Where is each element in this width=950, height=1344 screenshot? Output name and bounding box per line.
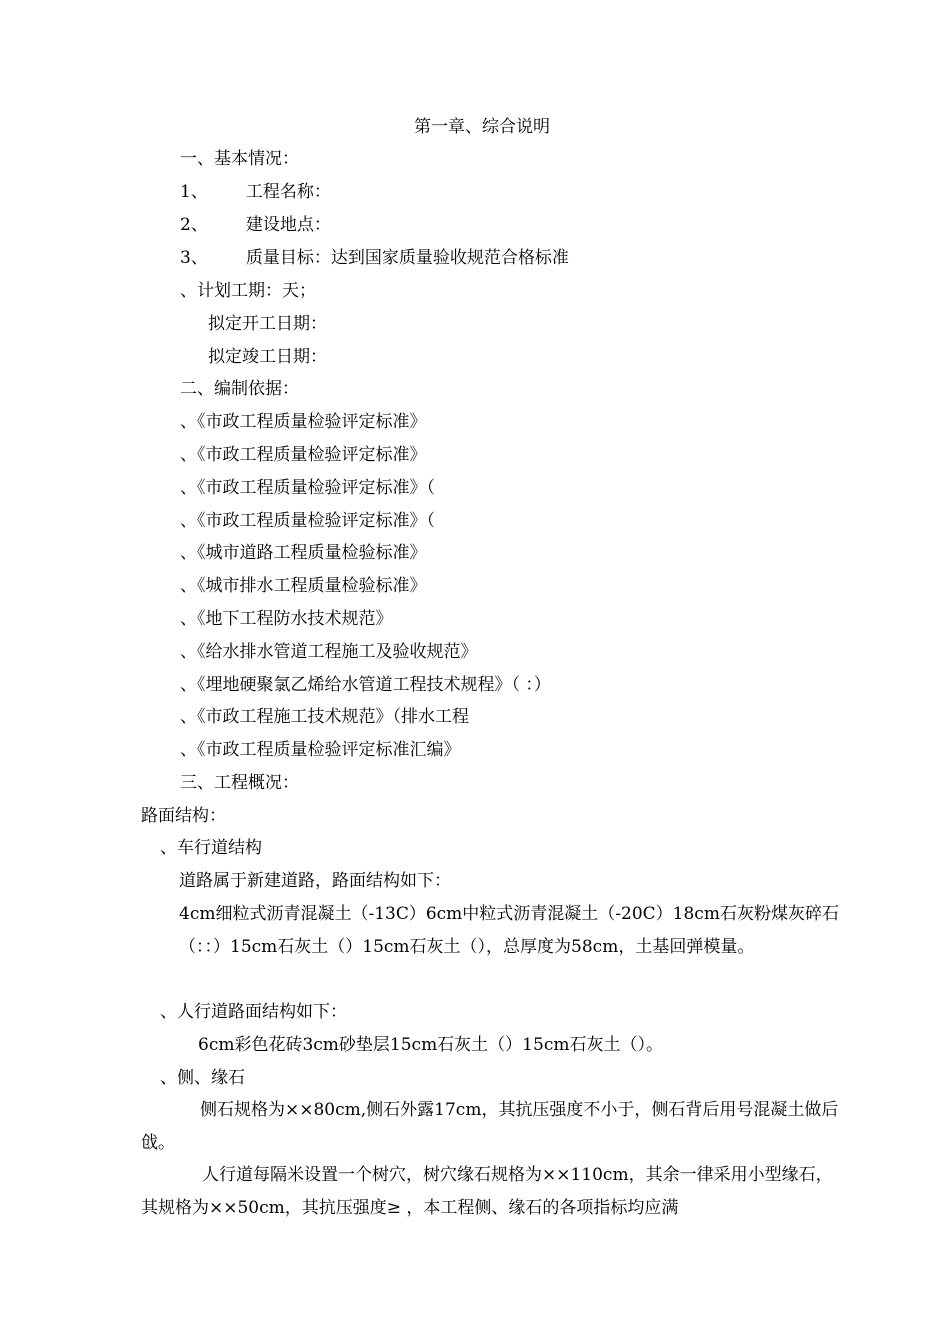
item-text: 建设地点：: [245, 215, 331, 235]
schedule-line: 、计划工期：天；: [180, 281, 316, 301]
curb-paragraph-1: 侧石规格为××80cm,侧石外露17cm，其抗压强度不小于，侧石背后用号混凝土做后戗。: [141, 1100, 839, 1153]
end-date-line: 拟定竣工日期：: [208, 347, 327, 367]
reference-item: 、《市政工程质量检验评定标准》（: [180, 478, 435, 498]
item-number: 3、: [180, 248, 208, 268]
curb-heading: 、侧、缘石: [160, 1068, 245, 1088]
sidewalk-heading: 、人行道路面结构如下：: [160, 1002, 347, 1022]
reference-item: 、《给水排水管道工程施工及验收规范》: [180, 642, 478, 662]
item-number: 2、: [180, 215, 208, 235]
reference-item: 、《市政工程质量检验评定标准汇编》: [180, 740, 461, 760]
sidewalk-layers: 6cm彩色花砖3cm砂垫层15cm石灰土（）15cm石灰土（）。: [198, 1035, 663, 1055]
section1-heading: 一、基本情况：: [180, 149, 299, 169]
carriageway-heading: 、车行道结构: [160, 838, 262, 858]
section2-heading: 二、编制依据：: [180, 379, 299, 399]
item-quality-target: [180, 247, 569, 269]
reference-item: 、《埋地硬聚氯乙烯给水管道工程技术规程》（ ：）: [180, 675, 551, 695]
section3-heading: 三、工程概况：: [180, 773, 299, 793]
item-site: [180, 214, 331, 236]
chapter-title: 第一章、综合说明: [414, 117, 550, 137]
reference-item: 、《城市道路工程质量检验标准》: [180, 543, 427, 563]
item-text: 质量目标：达到国家质量验收规范合格标准: [245, 248, 569, 268]
carriageway-intro: 道路属于新建道路，路面结构如下：: [179, 871, 451, 891]
reference-item: 、《市政工程施工技术规范》（排水工程: [180, 707, 469, 727]
item-number: 1、: [180, 182, 208, 202]
carriageway-layers: 4cm细粒式沥青混凝土（-13C）6cm中粒式沥青混凝土（-20C）18cm石灰粉煤灰碎石（：：）15cm石灰土（）15cm石灰土（），总厚度为58cm，土基回弹模量。: [179, 904, 839, 957]
reference-item: 、《市政工程质量检验评定标准》: [180, 412, 427, 432]
reference-item: 、《市政工程质量检验评定标准》（: [180, 511, 435, 531]
pavement-label: 路面结构：: [141, 806, 226, 826]
item-project-name: [180, 181, 331, 203]
start-date-line: 拟定开工日期：: [208, 314, 327, 334]
reference-item: 、《市政工程质量检验评定标准》: [180, 445, 427, 465]
curb-paragraph-2: 人行道每隔米设置一个树穴，树穴缘石规格为××110cm，其余一律采用小型缘石，其规格为××50cm，其抗压强度≥ ，本工程侧、缘石的各项指标均应满: [141, 1165, 833, 1218]
reference-item: 、《地下工程防水技术规范》: [180, 609, 393, 629]
reference-item: 、《城市排水工程质量检验标准》: [180, 576, 427, 596]
item-text: 工程名称：: [245, 182, 331, 202]
